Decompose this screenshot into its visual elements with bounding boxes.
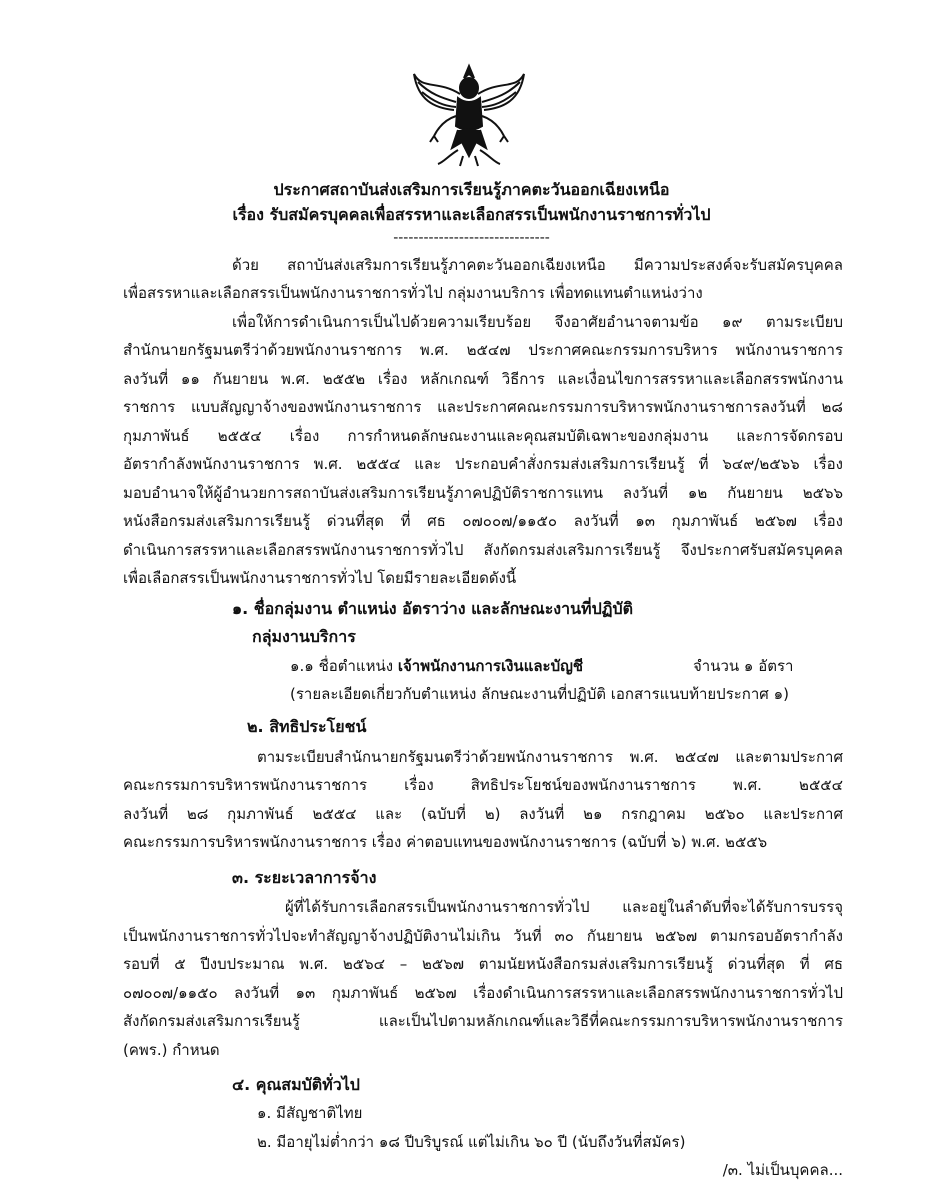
garuda-emblem-icon bbox=[408, 60, 530, 170]
section1-note: (รายละเอียดเกี่ยวกับตำแหน่ง ลักษณะงานที่ปฏิบัติ เอกสารแนบท้ายประกาศ ๑) bbox=[290, 685, 789, 703]
section4-heading: ๔. คุณสมบัติทั่วไป bbox=[232, 1075, 360, 1094]
section1-position-line bbox=[290, 653, 583, 679]
position-prefix: ๑.๑ ชื่อตำแหน่ง bbox=[290, 657, 394, 675]
intro-p2-line-4: ราชการ แบบสัญญาจ้างของพนักงานราชการ และประกาศคณะกรรมการบริหารพนักงานราชการลงวันที่ ๒๘ bbox=[123, 398, 843, 416]
section3-line-6: (คพร.) กำหนด bbox=[123, 1041, 220, 1059]
position-name: เจ้าพนักงานการเงินและบัญชี bbox=[397, 657, 584, 675]
continuation-marker: /๓. ไม่เป็นบุคคล... bbox=[722, 1161, 843, 1179]
intro-p2-line-6: อัตรากำลังพนักงานราชการ พ.ศ. ๒๕๕๔ และ ประกอบคำสั่งกรมส่งเสริมการเรียนรู้ ที่ ๖๔๙/๒๕๖๖ เรื่อง bbox=[123, 455, 843, 473]
intro-p2-line-9: ดำเนินการสรรหาและเลือกสรรพนักงานราชการทั่วไป สังกัดกรมส่งเสริมการเรียนรู้ จึงประกาศรับสมัครบุคคล bbox=[123, 541, 843, 559]
intro-p2-line-8: หนังสือกรมส่งเสริมการเรียนรู้ ด่วนที่สุด ที่ ศธ ๐๗๐๐๗/๑๑๕๐ ลงวันที่ ๑๓ กุมภาพันธ์ ๒๕๖๗ เรื่อง bbox=[123, 512, 843, 530]
section2-heading: ๒. สิทธิประโยชน์ bbox=[247, 717, 367, 736]
section2-line-4: คณะกรรมการบริหารพนักงานราชการ เรื่อง ค่าตอบแทนของพนักงานราชการ (ฉบับที่ ๖) พ.ศ. ๒๕๕๖ bbox=[123, 833, 768, 851]
announcement-subject: เรื่อง รับสมัครบุคคลเพื่อสรรหาและเลือกสรรเป็นพนักงานราชการทั่วไป bbox=[232, 205, 711, 224]
intro-p1-line-1: ด้วย สถาบันส่งเสริมการเรียนรู้ภาคตะวันออกเฉียงเหนือ มีความประสงค์จะรับสมัครบุคคล bbox=[232, 256, 843, 274]
section3-line-3: รอบที่ ๕ ปีงบประมาณ พ.ศ. ๒๕๖๔ – ๒๕๖๗ ตามนัยหนังสือกรมส่งเสริมการเรียนรู้ ด่วนที่สุด ที่ ศธ bbox=[123, 955, 843, 973]
intro-p1-line-2: เพื่อสรรหาและเลือกสรรเป็นพนักงานราชการทั่วไป กลุ่มงานบริการ เพื่อทดแทนตำแหน่งว่าง bbox=[123, 284, 703, 302]
intro-p2-line-7: มอบอำนาจให้ผู้อำนวยการสถาบันส่งเสริมการเรียนรู้ภาคปฏิบัติราชการแทน ลงวันที่ ๑๒ กันยายน ๒๕๖๖ bbox=[123, 484, 843, 502]
section2-line-1: ตามระเบียบสำนักนายกรัฐมนตรีว่าด้วยพนักงานราชการ พ.ศ. ๒๕๔๗ และตามประกาศ bbox=[257, 748, 843, 766]
intro-p2-line-2: สำนักนายกรัฐมนตรีว่าด้วยพนักงานราชการ พ.ศ. ๒๕๔๗ ประกาศคณะกรรมการบริหาร พนักงานราชการ bbox=[123, 341, 843, 359]
intro-p2-line-10: เพื่อเลือกสรรเป็นพนักงานราชการทั่วไป โดยมีรายละเอียดดังนี้ bbox=[123, 569, 517, 587]
intro-p2-line-1: เพื่อให้การดำเนินการเป็นไปด้วยความเรียบร้อย จึงอาศัยอำนาจตามข้อ ๑๙ ตามระเบียบ bbox=[232, 313, 843, 331]
section3-line-1: ผู้ที่ได้รับการเลือกสรรเป็นพนักงานราชการทั่วไป และอยู่ในลำดับที่จะได้รับการบรรจุ bbox=[285, 898, 843, 916]
section3-heading: ๓. ระยะเวลาการจ้าง bbox=[232, 868, 377, 887]
section2-line-2: คณะกรรมการบริหารพนักงานราชการ เรื่อง สิทธิประโยชน์ของพนักงานราชการ พ.ศ. ๒๕๕๔ bbox=[123, 776, 843, 794]
title-divider: ------------------------------- bbox=[393, 230, 550, 246]
section3-line-2: เป็นพนักงานราชการทั่วไปจะทำสัญญาจ้างปฏิบัติงานไม่เกิน วันที่ ๓๐ กันยายน ๒๕๖๗ ตามกรอบอัตรากำลัง bbox=[123, 927, 843, 945]
intro-p2-line-5: กุมภาพันธ์ ๒๕๕๔ เรื่อง การกำหนดลักษณะงานและคุณสมบัติเฉพาะของกลุ่มงาน และการจัดกรอบ bbox=[123, 427, 843, 445]
section3-line-5: สังกัดกรมส่งเสริมการเรียนรู้ และเป็นไปตามหลักเกณฑ์และวิธีที่คณะกรรมการบริหารพนักงานราชการ bbox=[123, 1012, 843, 1030]
section4-item-2: ๒. มีอายุไม่ต่ำกว่า ๑๘ ปีบริบูรณ์ แต่ไม่เกิน ๖๐ ปี (นับถึงวันที่สมัคร) bbox=[257, 1133, 686, 1151]
section3-line-4: ๐๗๐๐๗/๑๑๕๐ ลงวันที่ ๑๓ กุมภาพันธ์ ๒๕๖๗ เรื่องดำเนินการสรรหาและเลือกสรรพนักงานราชการทั่วไป bbox=[123, 984, 843, 1002]
section1-group: กลุ่มงานบริการ bbox=[252, 627, 356, 646]
position-quota: จำนวน ๑ อัตรา bbox=[693, 657, 794, 675]
announcement-title: ประกาศสถาบันส่งเสริมการเรียนรู้ภาคตะวันออกเฉียงเหนือ bbox=[273, 180, 670, 199]
intro-p2-line-3: ลงวันที่ ๑๑ กันยายน พ.ศ. ๒๕๕๒ เรื่อง หลักเกณฑ์ วิธีการ และเงื่อนไขการสรรหาและเลือกสรรพนักงาน bbox=[123, 370, 843, 388]
section4-item-1: ๑. มีสัญชาติไทย bbox=[257, 1104, 363, 1122]
section1-heading: ๑. ชื่อกลุ่มงาน ตำแหน่ง อัตราว่าง และลักษณะงานที่ปฏิบัติ bbox=[232, 599, 634, 618]
section2-line-3: ลงวันที่ ๒๘ กุมภาพันธ์ ๒๕๕๔ และ (ฉบับที่ ๒) ลงวันที่ ๒๑ กรกฎาคม ๒๕๖๐ และประกาศ bbox=[123, 805, 843, 823]
